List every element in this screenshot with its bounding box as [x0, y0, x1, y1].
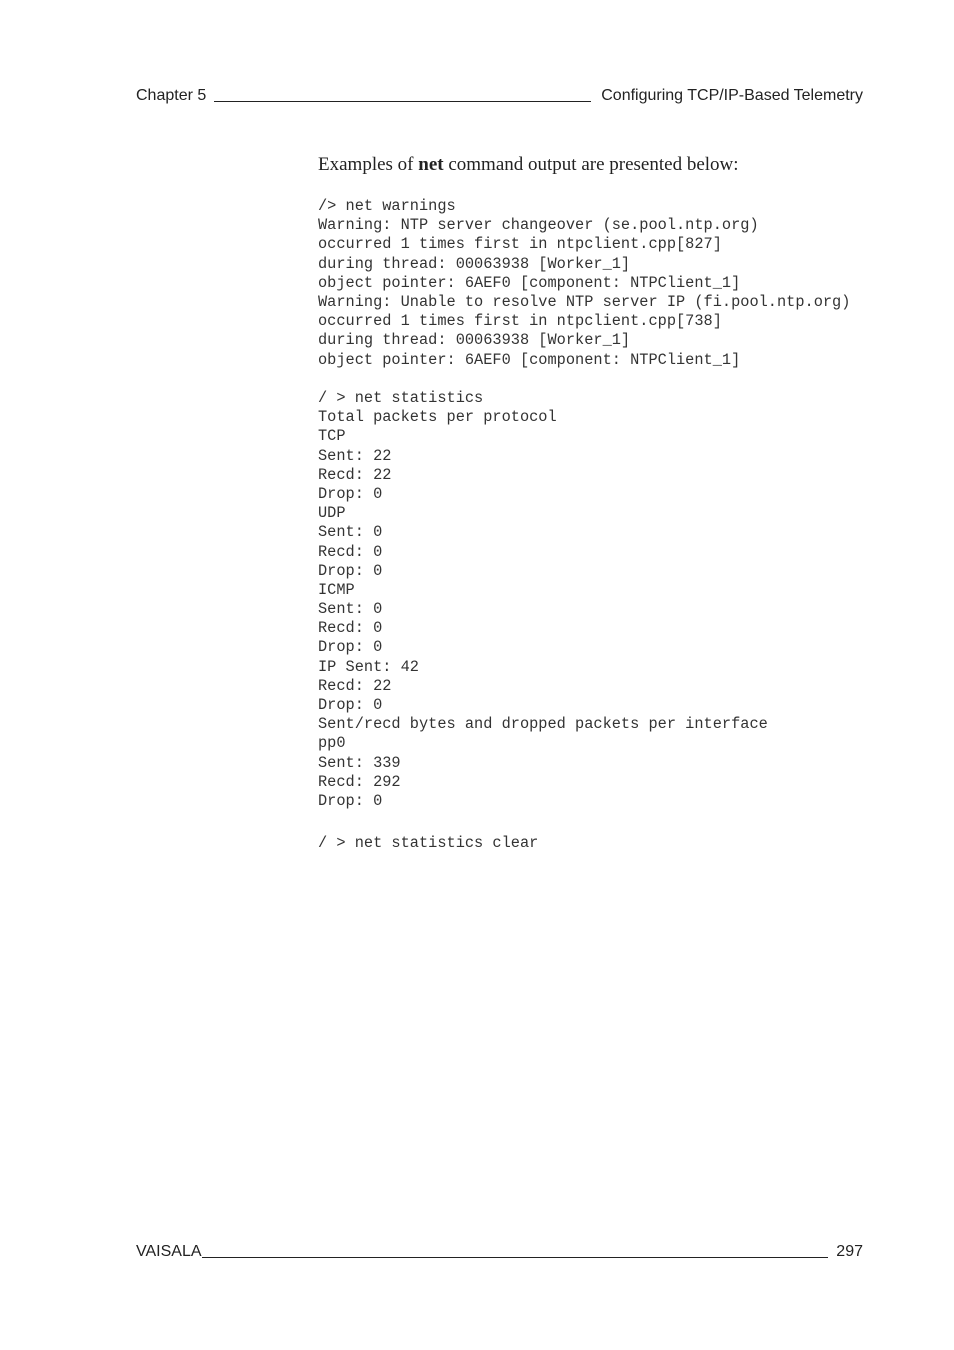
chapter-label: Chapter 5 [136, 87, 207, 104]
code-line: occurred 1 times first in ntpclient.cpp[738] [318, 312, 722, 331]
code-line: Sent: 0 [318, 600, 383, 619]
footer-rule [202, 1257, 829, 1258]
page-footer [136, 1242, 863, 1262]
page-header [136, 86, 863, 106]
header-rule [214, 101, 591, 102]
code-line: / > net statistics [318, 389, 484, 407]
code-line: Recd: 292 [318, 772, 401, 791]
code-line: object pointer: 6AEF0 [component: NTPClient_1] [318, 273, 741, 292]
code-line: Drop: 0 [318, 561, 383, 580]
code-line: /> net warnings [318, 197, 456, 215]
intro-text-end: command output are presented below: [443, 154, 739, 175]
company-name: VAISALA [136, 1243, 202, 1260]
code-line: IP Sent: 42 [318, 657, 419, 676]
code-line: Sent/recd bytes and dropped packets per interface [318, 715, 768, 734]
code-line: Total packets per protocol [318, 408, 557, 427]
code-line: Warning: Unable to resolve NTP server IP (fi.pool.ntp.org) [318, 292, 851, 311]
code-line: Drop: 0 [318, 484, 383, 503]
code-line: Drop: 0 [318, 638, 383, 657]
code-line: during thread: 00063938 [Worker_1] [318, 331, 631, 350]
chapter-title: Configuring TCP/IP-Based Telemetry [601, 87, 863, 104]
code-block-net-warnings [318, 197, 850, 370]
code-line: / > net statistics clear [318, 834, 539, 852]
code-line: during thread: 00063938 [Worker_1] [318, 254, 631, 273]
code-line: object pointer: 6AEF0 [component: NTPClient_1] [318, 350, 741, 369]
code-line: UDP [318, 504, 346, 523]
code-line: Recd: 0 [318, 542, 383, 561]
code-block-net-statistics-clear [318, 834, 538, 853]
code-line: occurred 1 times first in ntpclient.cpp[827] [318, 235, 722, 254]
code-line: Recd: 22 [318, 676, 392, 695]
code-line: Drop: 0 [318, 696, 383, 714]
code-line: Drop: 0 [318, 791, 383, 810]
code-line: Sent: 339 [318, 753, 401, 772]
page-number: 297 [836, 1243, 863, 1260]
intro-command-name: net [418, 154, 444, 175]
intro-paragraph [318, 153, 739, 177]
code-line: TCP [318, 427, 346, 446]
code-line: Sent: 0 [318, 523, 383, 542]
code-line: Recd: 0 [318, 619, 383, 638]
code-line: Recd: 22 [318, 465, 392, 484]
code-line: ICMP [318, 580, 355, 599]
code-line: Sent: 22 [318, 446, 392, 465]
code-line: Warning: NTP server changeover (se.pool.ntp.org) [318, 216, 759, 235]
code-line: pp0 [318, 734, 346, 753]
intro-text-start: Examples of [318, 154, 419, 175]
code-block-net-statistics [318, 389, 768, 811]
